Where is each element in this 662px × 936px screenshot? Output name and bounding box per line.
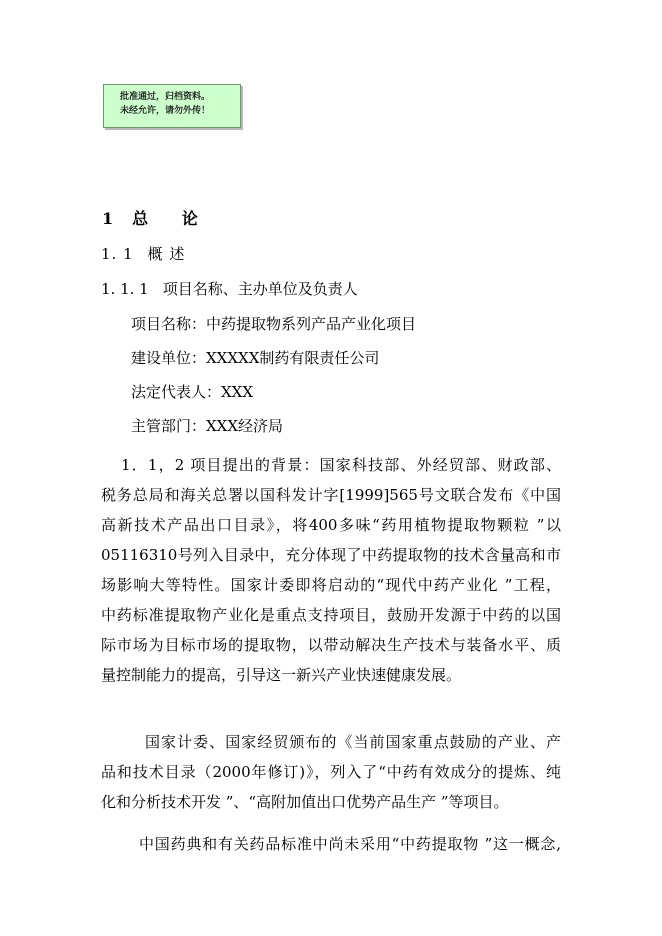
paragraph-line: 税务总局和海关总署以国科发计字[1999]565号文联合发布《中国 xyxy=(101,486,561,504)
section-title: 总 论 xyxy=(132,209,212,228)
paragraph-line: 化和分析技术开发 ”、“高附加值出口优势产品生产 ”等项目。 xyxy=(101,793,509,811)
catalog-paragraph xyxy=(101,727,561,817)
authority-line: 主管部门：XXX经济局 xyxy=(131,417,284,435)
section-number: 1. 1. 1 xyxy=(101,280,149,298)
approval-stamp xyxy=(103,84,241,128)
paragraph-line: 中药标准提取物产业化是重点支持项目，鼓励开发源于中药的以国 xyxy=(101,606,561,624)
paragraph-line: 1．1，2 项目提出的背景：国家科技部、外经贸部、财政部、 xyxy=(121,456,561,474)
background-paragraph xyxy=(101,450,561,720)
paragraph-line: 05116310号列入目录中，充分体现了中药提取物的技术含量高和市 xyxy=(101,546,561,564)
section-title: 概 述 xyxy=(147,245,186,263)
pharmacopoeia-paragraph xyxy=(101,829,561,859)
paragraph-line: 中国药典和有关药品标准中尚未采用“中药提取物 ”这一概念, xyxy=(139,835,561,853)
section-title: 项目名称、主办单位及负责人 xyxy=(162,280,358,298)
builder-line: 建设单位：XXXXX制药有限责任公司 xyxy=(131,349,380,367)
section-heading-1-1-1 xyxy=(101,279,358,299)
paragraph-line: 国家计委、国家经贸颁布的《当前国家重点鼓励的产业、产 xyxy=(145,733,561,751)
paragraph-line: 高新技术产品出口目录》，将400多味“药用植物提取物颗粒 ”以 xyxy=(101,516,561,534)
project-name-line: 项目名称：中药提取物系列产品产业化项目 xyxy=(131,315,417,333)
section-number: 1. 1 xyxy=(101,245,134,263)
section-number: 1 xyxy=(102,209,115,228)
stamp-line-1: 批准通过，归档资料。 xyxy=(120,92,211,102)
paragraph-line: 品和技术目录（2000年修订)》，列入了“中药有效成分的提炼、纯 xyxy=(101,763,561,781)
paragraph-line: 际市场为目标市场的提取物，以带动解决生产技术与装备水平、质 xyxy=(101,636,561,654)
legal-rep-line: 法定代表人：XXX xyxy=(131,383,254,401)
paragraph-line: 量控制能力的提高，引导这一新兴产业快速健康发展。 xyxy=(101,666,462,684)
stamp-line-2: 未经允许，请勿外传！ xyxy=(120,106,211,116)
section-heading-1 xyxy=(102,209,212,229)
paragraph-line: 场影响大等特性。国家计委即将启动的“现代中药产业化 ”工程， xyxy=(101,576,561,594)
section-heading-1-1 xyxy=(101,244,185,264)
